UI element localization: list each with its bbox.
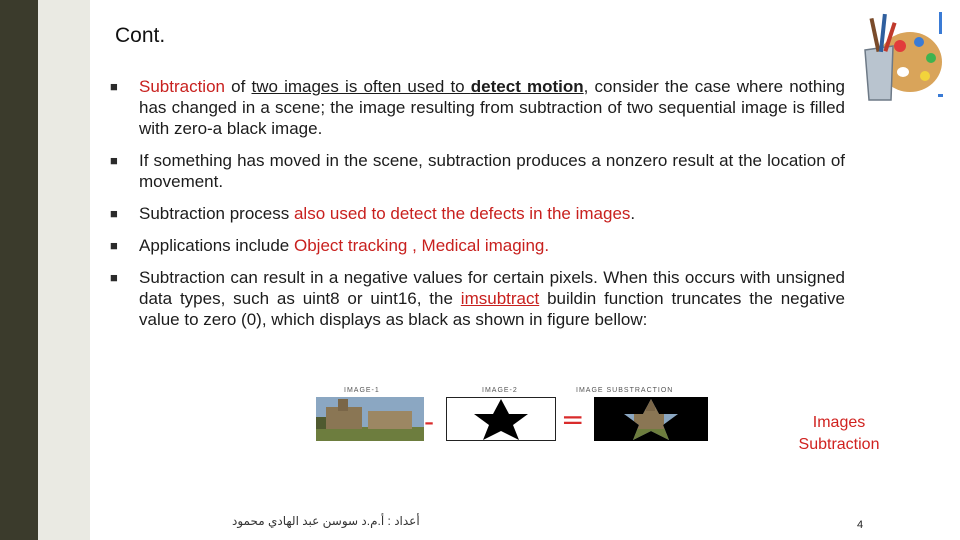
bullet2-text: If something has moved in the scene, subtraction produces a nonzero result at the location of movement.: [139, 151, 845, 191]
subtraction-figure: [254, 343, 740, 497]
image2-star: [446, 397, 556, 441]
bullet-item: [110, 76, 845, 139]
bullet1-text-b: , consider the case where nothing has changed in a scene; the image resulting from subtraction of two sequential image is filled with zero-a black image.: [139, 77, 845, 138]
caption-line2: Subtraction: [798, 436, 880, 453]
bullet-marker: ■: [110, 238, 118, 253]
bullet-marker: ■: [110, 206, 118, 221]
page-number: 4: [857, 519, 864, 531]
bullet5-text-a: Subtraction can result in a negative values for certain pixels. When this occurs with unsigned data types, such as uint8 or uint16, the: [139, 268, 845, 308]
image1-photo: [316, 397, 424, 441]
bullet-item: [110, 150, 845, 192]
result-image: [594, 397, 708, 441]
bullet-item: [110, 267, 845, 330]
bullet-item: [110, 203, 845, 224]
author-footer: أعداد : أ.م.د سوسن عبد الهادي محمود: [232, 514, 420, 528]
bullet1-underlined-a: two images is often used to: [251, 77, 471, 96]
figure-label-image1: IMAGE-1: [344, 387, 380, 394]
bullet-marker: ■: [110, 153, 118, 168]
bullet-marker: ■: [110, 79, 118, 94]
caption-line1: Images: [812, 414, 866, 431]
left-dark-bar: [0, 0, 38, 540]
bullet4-text: Applications include: [139, 236, 294, 255]
bullet-list: [110, 76, 845, 330]
paint-palette-brushes-icon: [855, 10, 947, 105]
slide-title: Cont.: [115, 24, 166, 47]
bullet3-highlight: also used to detect the defects in the images: [293, 204, 631, 223]
imsubtract-link[interactable]: imsubtract: [460, 289, 540, 308]
bullet-item: [110, 235, 845, 256]
bullet1-keyword: Subtraction: [139, 77, 225, 96]
side-caption: [780, 412, 898, 456]
figure-label-result: IMAGE SUBSTRACTION: [576, 387, 674, 394]
minus-operator: -: [424, 405, 435, 438]
bullet-marker: ■: [110, 270, 118, 285]
equals-operator: =: [561, 403, 585, 436]
bullet5-text-b: buildin function truncates the negative value to zero (0), which displays as black as shown in figure bellow:: [139, 289, 846, 329]
bullet3-text-a: Subtraction process: [139, 204, 294, 223]
bullet1-text-a: of: [225, 77, 252, 96]
bullet1-underlined-b: detect motion: [470, 77, 584, 96]
figure-label-image2: IMAGE-2: [482, 387, 518, 394]
left-light-band: [38, 0, 90, 540]
bullet3-text-b: .: [630, 204, 636, 223]
bullet4-highlight: Object tracking , Medical imaging.: [293, 236, 550, 255]
